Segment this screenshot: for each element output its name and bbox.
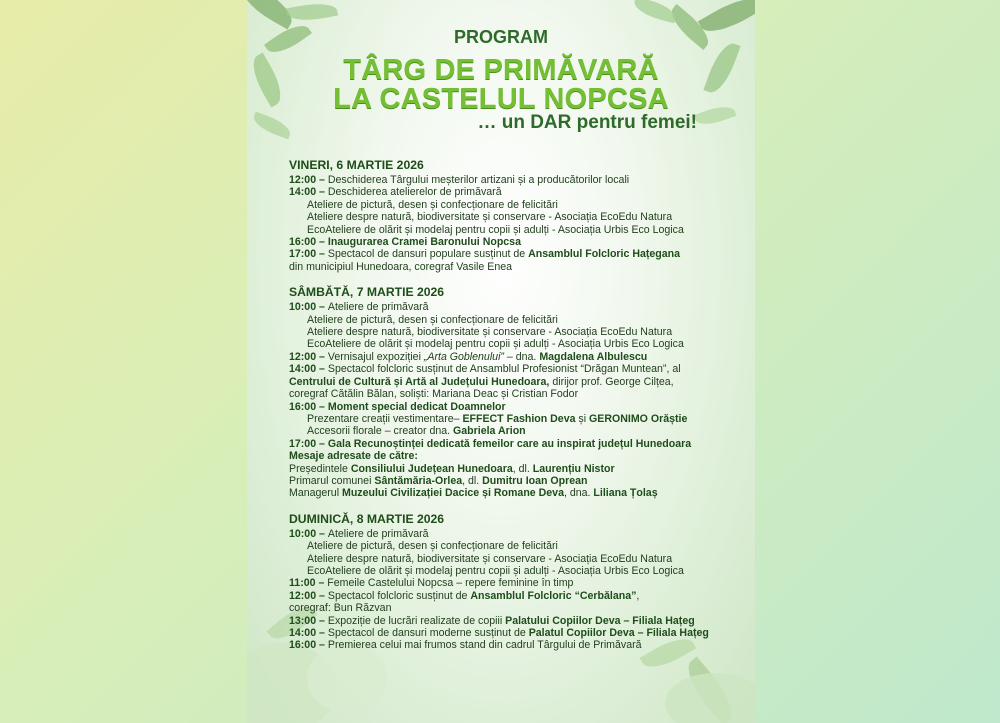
line-text: EcoAteliere de olărit și modelaj pentru copii și adulți - Asociația Urbis Eco Logica: [307, 338, 684, 351]
time-label: 16:00 –: [289, 639, 328, 652]
line-text: coregraf: Bun Răzvan: [289, 602, 392, 615]
schedule-line: [289, 301, 749, 313]
event-subtitle: … un DAR pentru femei!: [477, 112, 697, 133]
time-label: 12:00 –: [289, 589, 328, 602]
schedule-line: [289, 590, 749, 602]
time-label: 17:00 –: [289, 248, 328, 261]
line-text: EFFECT Fashion Deva: [462, 412, 576, 425]
schedule-line: [289, 438, 749, 450]
line-text: Ateliere de pictură, desen și confecționare de felicitări: [307, 313, 558, 326]
line-text: Deschiderea Târgului meșterilor artizani și a producătorilor locali: [327, 174, 630, 186]
schedule-line: [289, 211, 749, 223]
line-text: ,: [636, 589, 640, 602]
schedule-line: [289, 565, 749, 577]
line-text: EcoAteliere de olărit și modelaj pentru copii și adulți - Asociația Urbis Eco Logica: [307, 223, 684, 236]
day-section: [289, 285, 749, 500]
line-text: Ateliere de primăvară: [327, 527, 429, 540]
schedule: [289, 158, 749, 652]
schedule-line: [289, 639, 749, 651]
line-text: Primarul comunei: [289, 474, 375, 487]
line-text: Spectacol folcloric susținut de: [327, 589, 471, 602]
line-text: Spectacol de dansuri populare susținut de: [327, 248, 529, 261]
line-text: dirijor prof. George Cilțea,: [549, 375, 674, 388]
schedule-line: [289, 186, 749, 198]
line-text: Deschiderea atelierelor de primăvară: [327, 186, 502, 199]
line-text: Ateliere de pictură, desen și confecționare de felicitări: [307, 540, 558, 553]
schedule-line: [289, 577, 749, 589]
day-title: VINERI, 6 MARTIE 2026: [289, 158, 424, 172]
time-label: 12:00 –: [289, 350, 328, 363]
line-text: Accesorii florale – creator dna.: [307, 425, 454, 438]
line-text: Mesaje adresate de către:: [289, 450, 418, 463]
day-section: [289, 158, 749, 273]
line-text: Spectacol de dansuri moderne susținut de: [327, 627, 529, 639]
schedule-line: [289, 528, 749, 540]
line-text: din municipiul Hunedoara, coregraf Vasile Enea: [289, 260, 512, 273]
line-text: Dumitru Ioan Oprean: [482, 474, 588, 487]
line-text: Premierea celui mai frumos stand din cadrul Târgului de Primăvară: [327, 639, 642, 652]
line-text: EcoAteliere de olărit și modelaj pentru copii și adulți - Asociația Urbis Eco Logica: [307, 564, 684, 577]
leaf-decoration: [286, 0, 338, 24]
schedule-line: [289, 326, 749, 338]
line-text: Ansamblul Folcloric Hațegana: [528, 248, 681, 261]
schedule-line: [289, 224, 749, 236]
time-label: 17:00 – Gala Recunoștinței dedicată femeilor care au inspirat județul Hunedoara: [289, 437, 692, 450]
time-label: 14:00 –: [289, 363, 328, 376]
time-label: 14:00 –: [289, 627, 328, 639]
schedule-line: [289, 261, 749, 273]
schedule-line: [289, 627, 749, 639]
schedule-line: [289, 401, 749, 413]
schedule-line: [289, 553, 749, 565]
schedule-line: [289, 487, 749, 499]
time-label: 11:00 –: [289, 577, 328, 590]
schedule-line: [289, 351, 749, 363]
line-text: , dl.: [462, 474, 483, 487]
time-label: 12:00 –: [289, 174, 328, 186]
schedule-line: [289, 248, 749, 260]
line-text: Ateliere despre natură, biodiversitate și conservare - Asociația EcoEdu Natura: [307, 552, 673, 565]
schedule-line: [289, 615, 749, 627]
line-text: Consiliului Județean Hunedoara: [350, 462, 513, 475]
line-text: Palatul Copiilor Deva – Filiala Hațeg: [528, 627, 709, 639]
time-label: 14:00 –: [289, 186, 328, 199]
line-text: Palatului Copiilor Deva – Filiala Hațeg: [505, 614, 695, 627]
section-gap: [289, 500, 749, 512]
line-text: Ateliere de pictură, desen și confecționare de felicitări: [307, 198, 558, 211]
schedule-line: [289, 475, 749, 487]
line-text: Ateliere despre natură, biodiversitate și conservare - Asociația EcoEdu Natura: [307, 326, 673, 339]
schedule-line: [289, 199, 749, 211]
line-text: Managerul: [289, 487, 342, 500]
line-text: Gabriela Arion: [453, 425, 526, 438]
time-label: 16:00 – Moment special dedicat Doamnelor: [289, 400, 506, 413]
schedule-line: [289, 463, 749, 475]
line-text: – dna.: [503, 350, 540, 363]
schedule-line: [289, 450, 749, 462]
schedule-line: [289, 376, 749, 388]
line-text: Ateliere de primăvară: [327, 301, 429, 314]
line-text: „Arta Goblenului”: [423, 350, 504, 363]
schedule-line: [289, 314, 749, 326]
schedule-line: [289, 602, 749, 614]
leaf-decoration: [251, 112, 294, 140]
line-text: GERONIMO Orăștie: [589, 412, 688, 425]
event-title-line-1: TÂRG DE PRIMĂVARĂ: [343, 54, 659, 86]
line-text: Vernisajul expoziției: [327, 350, 424, 363]
line-text: Laurențiu Nistor: [532, 462, 615, 475]
line-text: și: [575, 412, 590, 425]
schedule-line: [289, 425, 749, 437]
line-text: Expoziție de lucrări realizate de copiii: [327, 614, 506, 627]
time-label: 10:00 –: [289, 527, 328, 540]
section-gap: [289, 273, 749, 285]
day-title: DUMINICĂ, 8 MARTIE 2026: [289, 511, 445, 526]
line-text: Liliana Țolaș: [593, 487, 658, 500]
day-title: SÂMBĂTĂ, 7 MARTIE 2026: [289, 285, 445, 300]
poster: [247, 0, 755, 723]
line-text: Ateliere despre natură, biodiversitate și conservare - Asociația EcoEdu Natura: [307, 211, 673, 224]
line-text: Magdalena Albulescu: [539, 350, 648, 363]
schedule-line: [289, 388, 749, 400]
time-label: 16:00 – Inaugurarea Cramei Baronului Nopcsa: [289, 236, 521, 249]
line-text: Muzeului Civilizației Dacice și Romane Deva: [342, 487, 564, 500]
line-text: Spectacol folcloric susținut de Ansamblul Profesionist “Drăgan Muntean”, al: [327, 363, 681, 376]
line-text: Centrului de Cultură și Artă al Județului Hunedoara,: [289, 375, 550, 388]
line-text: , dna.: [563, 487, 594, 500]
schedule-line: [289, 338, 749, 350]
line-text: coregraf Cătălin Bălan, soliști: Mariana Deac și Cristian Fodor: [289, 388, 579, 401]
schedule-line: [289, 236, 749, 248]
line-text: Președintele: [289, 462, 351, 475]
time-label: 13:00 –: [289, 614, 328, 627]
line-text: Prezentare creații vestimentare–: [307, 412, 463, 425]
time-label: 10:00 –: [289, 301, 328, 314]
leaf-decoration: [632, 0, 679, 23]
program-heading: PROGRAM: [454, 27, 548, 47]
line-text: Femeile Castelului Nopcsa – repere feminine în timp: [327, 577, 574, 590]
event-title-line-2: LA CASTELUL NOPCSA: [333, 83, 669, 115]
day-section: [289, 512, 749, 652]
schedule-line: [289, 174, 749, 186]
flower-decoration: [665, 673, 755, 723]
schedule-line: [289, 413, 749, 425]
line-text: Ansamblul Folcloric “Cerbălana”: [470, 589, 637, 602]
flower-decoration: [307, 643, 387, 713]
line-text: , dl.: [512, 462, 533, 475]
schedule-line: [289, 363, 749, 375]
schedule-line: [289, 540, 749, 552]
line-text: Sântămăria-Orlea: [374, 474, 463, 487]
